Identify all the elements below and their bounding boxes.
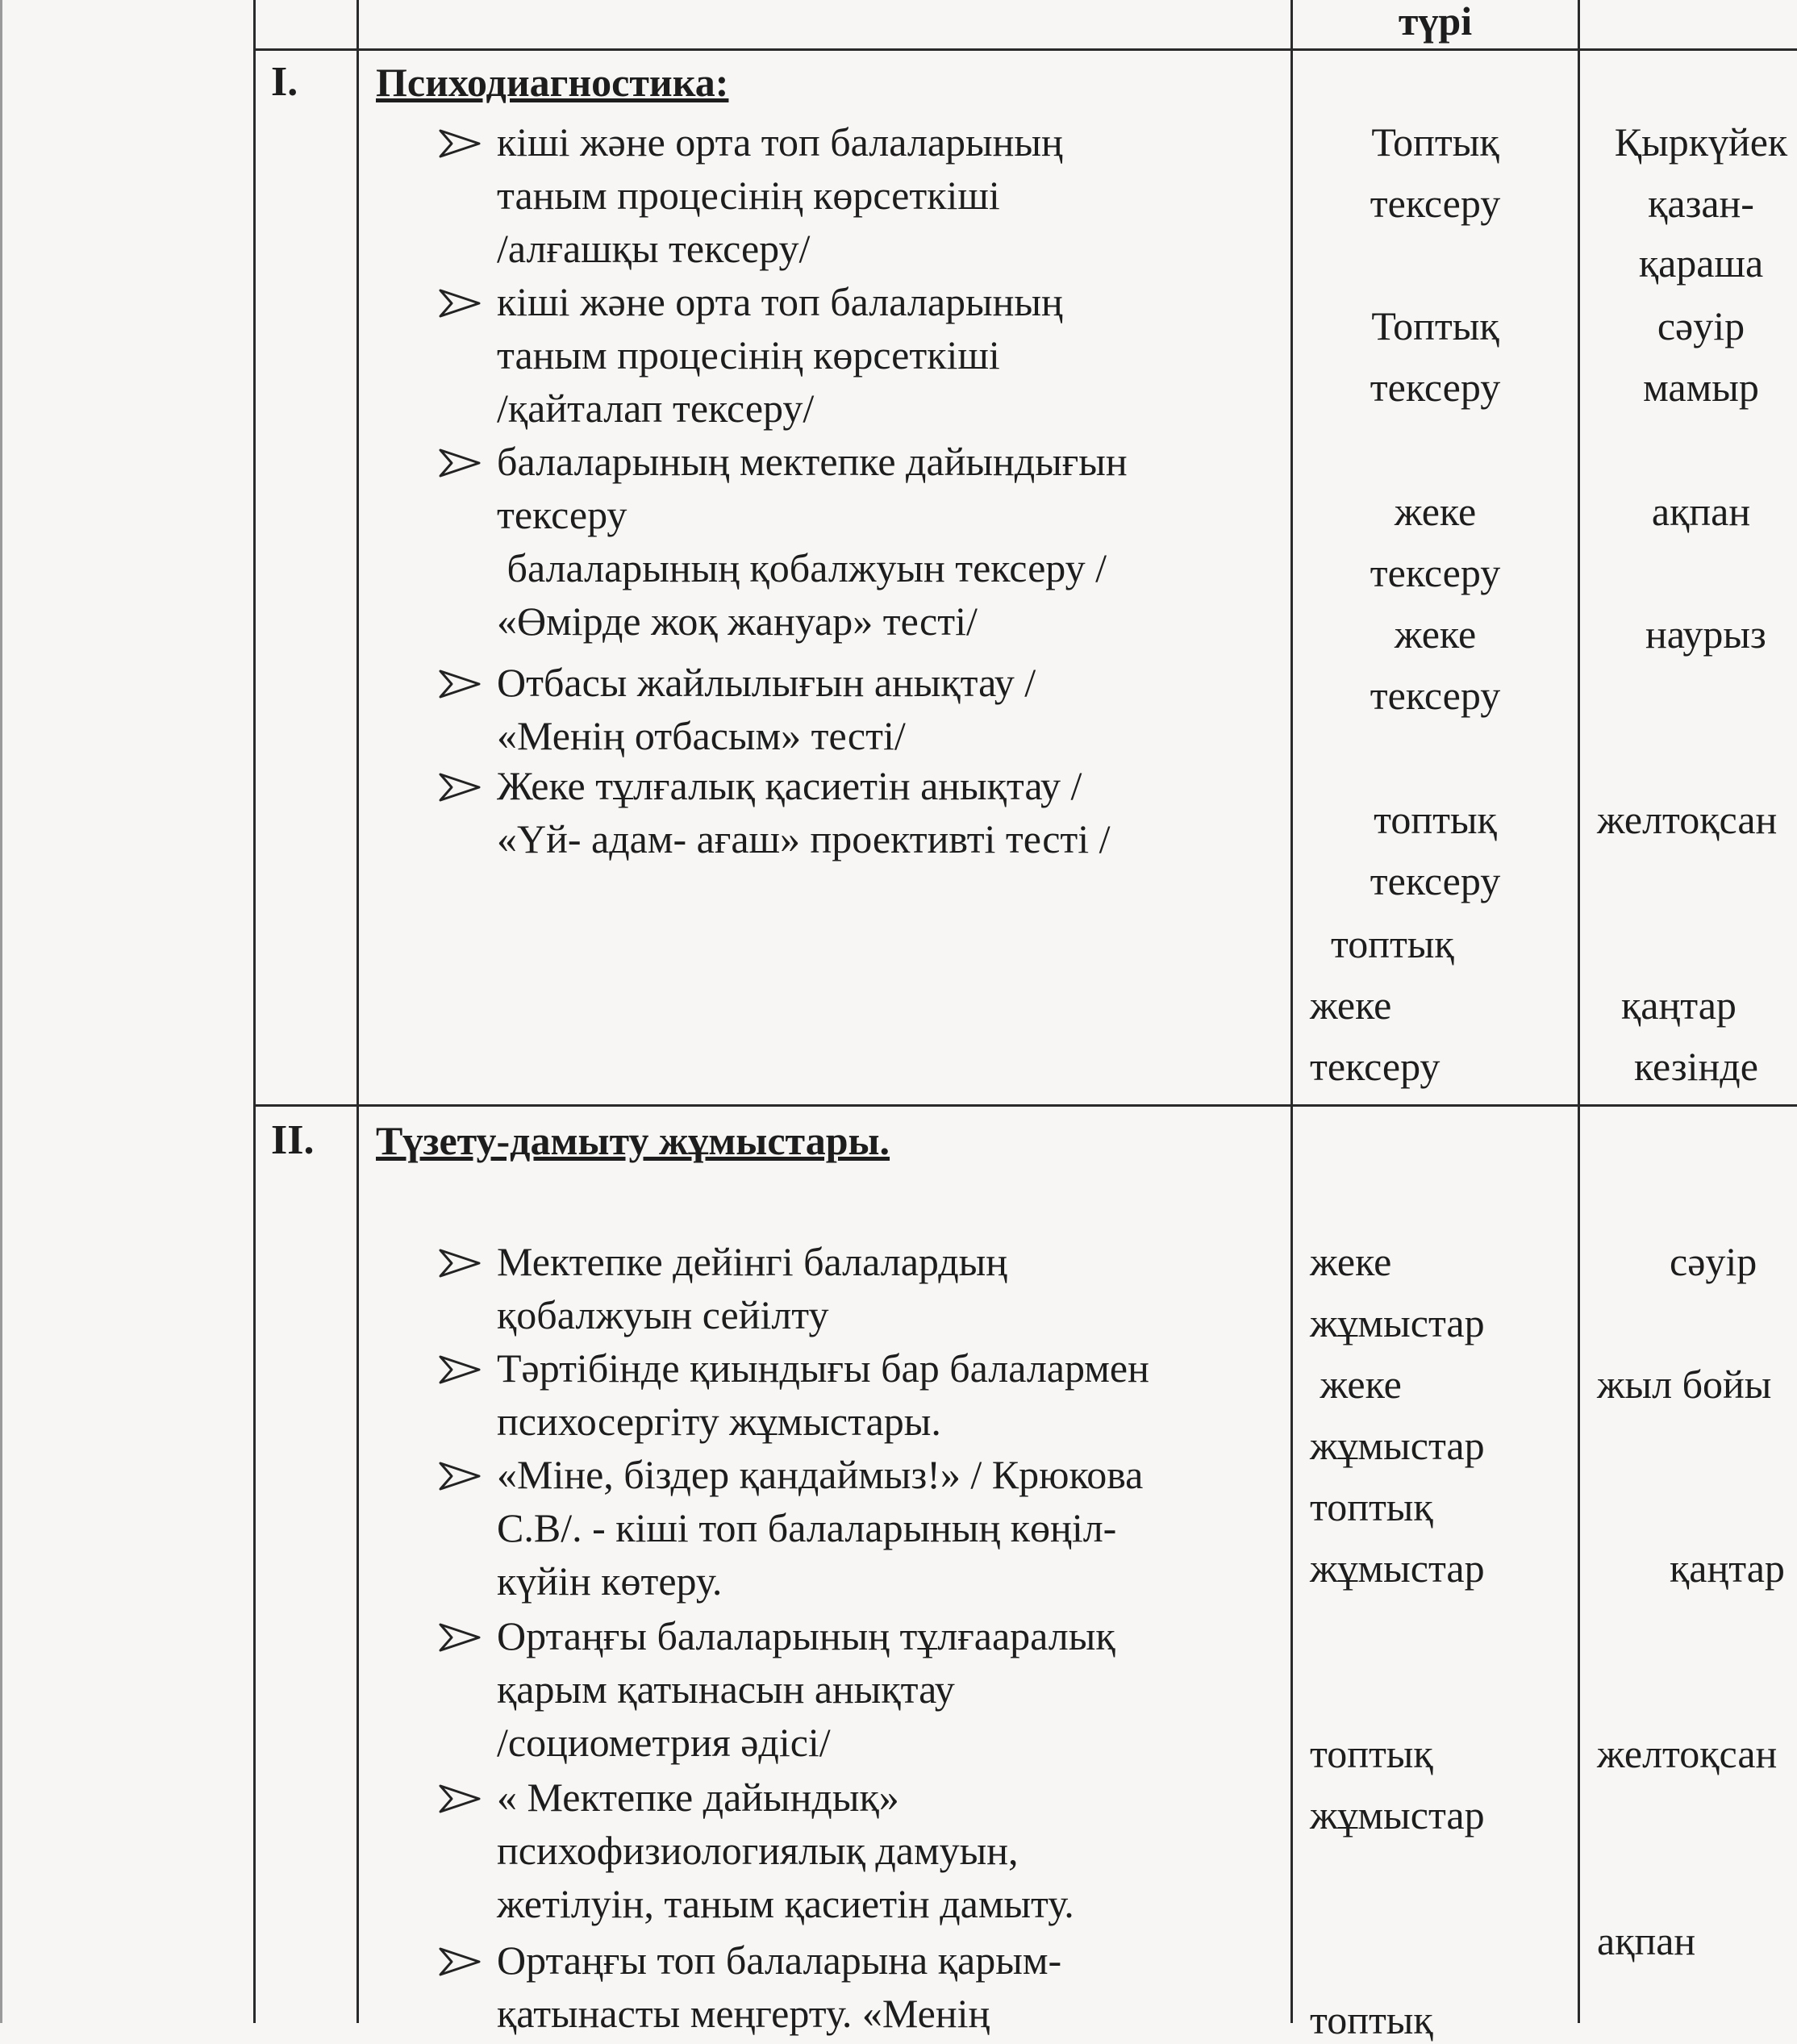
type-cell: тексеру: [1370, 673, 1501, 718]
type-cell: топтық: [1374, 797, 1497, 842]
date-cell: ақпан: [1651, 489, 1751, 534]
date-cell: ақпан: [1597, 1918, 1696, 1963]
list-item-line: күйін көтеру.: [497, 1558, 723, 1604]
list-item-line: кіші және орта топ балаларының: [497, 279, 1063, 324]
bullet-arrow-icon: [437, 287, 482, 319]
section-title: Түзету-дамыту жұмыстары.: [376, 1118, 890, 1163]
bullet-arrow-icon: [437, 1946, 482, 1978]
date-cell: мамыр: [1643, 365, 1759, 410]
type-cell: топтық: [1310, 1484, 1433, 1529]
date-cell: жыл бойы: [1597, 1362, 1772, 1407]
list-item-line: «Менің отбасым» тесті/: [497, 713, 906, 758]
section-title: Психодиагностика:: [376, 60, 729, 105]
list-item-line: Мектепке дейінгі балалардың: [497, 1239, 1008, 1284]
column-divider-number: [356, 0, 359, 2023]
bullet-arrow-icon: [437, 127, 482, 160]
bullet-arrow-icon: [437, 447, 482, 479]
list-item-line: Тәртібінде қиындығы бар балалармен: [497, 1345, 1149, 1391]
list-item-line: қобалжуын сейілту: [497, 1292, 829, 1337]
list-item-line: «Өмірде жоқ жануар» тесті/: [497, 599, 978, 644]
list-item-line: таным процесінің көрсеткіші: [497, 173, 1000, 218]
type-cell: жұмыстар: [1310, 1546, 1485, 1591]
bullet-arrow-icon: [437, 1783, 482, 1815]
type-cell: тексеру: [1370, 181, 1501, 226]
list-item-line: /социометрия әдісі/: [497, 1720, 831, 1765]
date-cell: наурыз: [1645, 611, 1766, 657]
bullet-arrow-icon: [437, 771, 482, 803]
type-cell: Топтық: [1371, 303, 1499, 348]
date-cell: сәуір: [1670, 1239, 1757, 1284]
type-cell: жұмыстар: [1310, 1300, 1485, 1345]
date-cell: кезінде: [1634, 1044, 1758, 1089]
date-cell: қаңтар: [1621, 982, 1737, 1028]
date-cell: қаңтар: [1670, 1546, 1785, 1591]
type-cell: тексеру: [1370, 858, 1501, 903]
bullet-arrow-icon: [437, 1621, 482, 1654]
type-cell: тексеру: [1370, 365, 1501, 410]
date-cell: Қыркүйек: [1614, 119, 1788, 165]
bullet-arrow-icon: [437, 1247, 482, 1279]
type-cell: жұмыстар: [1310, 1792, 1485, 1838]
page-left-edge: [0, 0, 2, 2023]
list-item-line: психосергіту жұмыстары.: [497, 1399, 941, 1444]
list-item-line: Ортаңғы балаларының тұлғааралық: [497, 1613, 1115, 1658]
bullet-arrow-icon: [437, 1354, 482, 1386]
type-cell: жұмыстар: [1310, 1423, 1485, 1468]
type-cell: топтық: [1331, 921, 1454, 966]
table-border-left: [253, 0, 256, 2023]
list-item-line: Жеке тұлғалық қасиетін анықтау /: [497, 763, 1082, 808]
type-cell: топтық: [1310, 1731, 1433, 1776]
type-cell: жеке: [1394, 611, 1477, 657]
list-item-line: психофизиологиялық дамуын,: [497, 1828, 1019, 1873]
list-item-line: таным процесінің көрсеткіші: [497, 332, 1000, 378]
bullet-arrow-icon: [437, 668, 482, 700]
type-cell: жеке: [1394, 489, 1477, 534]
list-item-line: /қайталап тексеру/: [497, 386, 815, 431]
date-cell: қазан-: [1648, 181, 1754, 226]
type-cell: тексеру: [1370, 550, 1501, 595]
list-item-line: кіші және орта топ балаларының: [497, 119, 1063, 165]
list-item-line: қарым қатынасын анықтау: [497, 1666, 955, 1712]
list-item-line: жетілуін, таным қасиетін дамыту.: [497, 1881, 1074, 1926]
list-item-line: балаларының мектепке дайындығын: [497, 439, 1128, 484]
list-item-line: Отбасы жайлылығын анықтау /: [497, 660, 1036, 705]
bullet-arrow-icon: [437, 1460, 482, 1492]
type-cell: Топтық: [1371, 119, 1499, 165]
type-cell: жеке: [1310, 982, 1392, 1028]
list-item-line: С.В/. - кіші топ балаларының көңіл-: [497, 1505, 1117, 1550]
list-item-line: «Үй- адам- ағаш» проективті тесті /: [497, 816, 1111, 861]
type-cell: жеке: [1310, 1239, 1392, 1284]
date-cell: желтоқсан: [1597, 1731, 1778, 1776]
list-item-line: балаларының қобалжуын тексеру /: [497, 545, 1107, 590]
type-cell: топтық: [1310, 1997, 1433, 2042]
date-cell: қараша: [1638, 240, 1764, 286]
type-cell: тексеру: [1310, 1044, 1441, 1089]
header-row-divider: [253, 48, 1797, 51]
section-row-divider: [253, 1104, 1797, 1107]
list-item-line: қатынасты меңгерту. «Менің: [497, 1991, 990, 2036]
date-cell: сәуір: [1657, 303, 1745, 348]
section-number: I.: [271, 59, 298, 105]
header-type-label: түрі: [1398, 0, 1473, 44]
section-number: II.: [271, 1117, 315, 1163]
list-item-line: /алғашқы тексеру/: [497, 226, 811, 271]
list-item-line: « Мектепке дайындық»: [497, 1775, 899, 1820]
date-cell: желтоқсан: [1597, 797, 1778, 842]
list-item-line: «Міне, біздер қандаймыз!» / Крюкова: [497, 1452, 1144, 1497]
type-cell: жеке: [1310, 1362, 1402, 1407]
list-item-line: Ортаңғы топ балаларына қарым-: [497, 1938, 1062, 1983]
list-item-line: тексеру: [497, 492, 627, 537]
